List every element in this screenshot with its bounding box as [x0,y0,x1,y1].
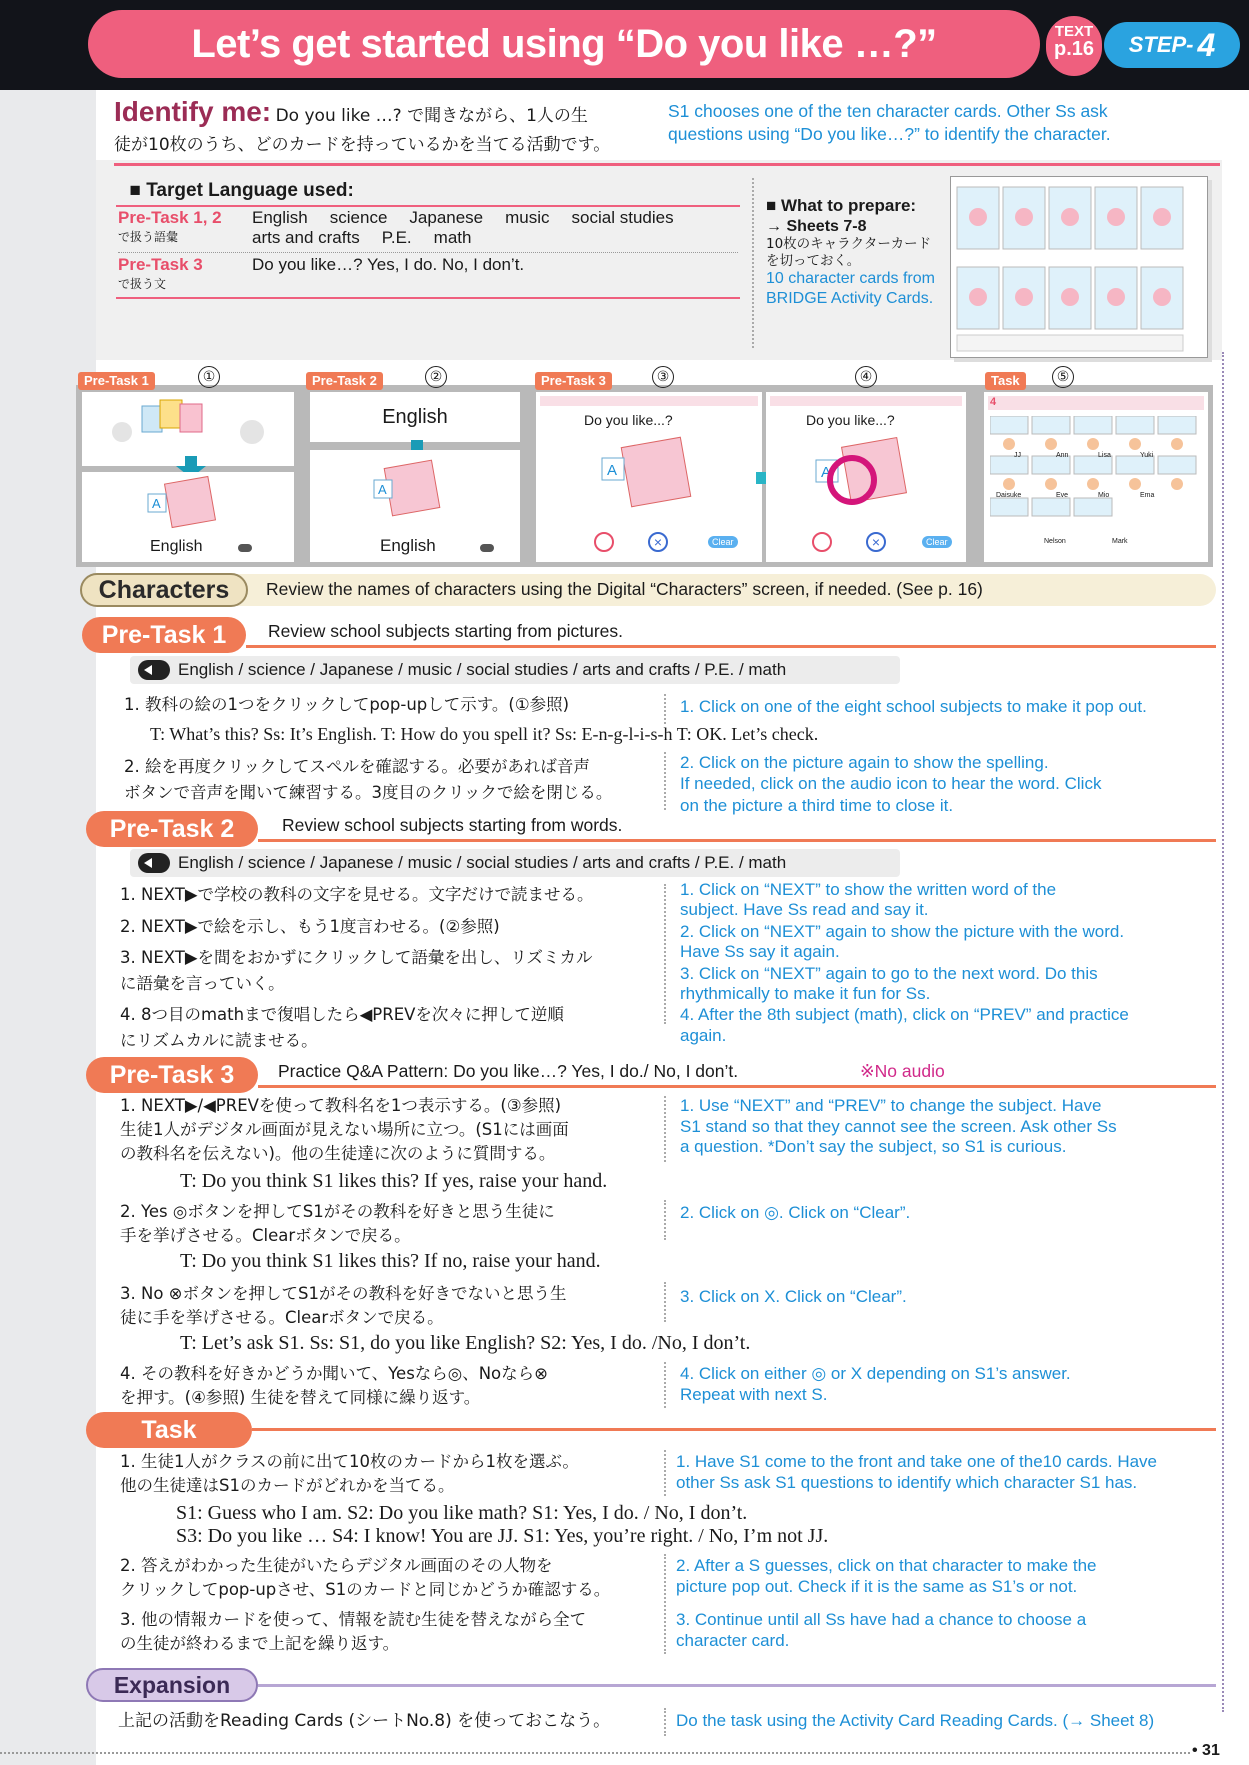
pretask2-en1-line2: subject. Have Ss read and say it. [680,900,929,920]
panel-number: ② [425,366,447,388]
footer-rule [0,1752,1190,1754]
panel3-screen [536,392,762,562]
task-jp3 [120,1608,660,1656]
pretask1-en2-line1: 2. Click on the picture again to show the spelling. [680,753,1049,772]
characters-label: Characters [98,575,230,604]
pretask2-audio-text: English / science / Japanese / music / social studies / arts and crafts / P.E. / math [178,853,787,872]
divider-dashed [664,1554,666,1654]
panel2-top [310,392,520,442]
prepare-jp2: を切っておく。 [766,252,861,269]
pretask3-rule [258,1085,1216,1088]
characters-pill [80,573,248,607]
page-number: • 31 [1192,1742,1220,1759]
pretask3-pill [86,1057,258,1093]
divider-dashed [664,752,666,810]
pretask3-en1-line2: S1 stand so that they cannot see the screen. Ask other Ss [680,1116,1117,1136]
no-button-icon: × [648,532,668,552]
panel1-bottom [82,472,294,562]
yes-button-icon [812,532,832,552]
identify-intro-en [668,100,1208,146]
clear-button: Clear [922,536,952,548]
pretask3-jp2-line2: 手を挙げさせる。Clearボタンで戻る。 [120,1225,411,1245]
pretask2-en4-line1: 4. After the 8th subject (math), click on “PREV” and practice [680,1005,1129,1025]
divider-dashed [664,1450,666,1496]
task-en2-line2: picture pop out. Check if it is the same as S1’s or not. [676,1576,1078,1596]
target-language-heading [118,180,354,202]
character-name: Nelson [1044,538,1066,545]
target-language-table [118,208,738,292]
task-en1-line1: 1. Have S1 come to the front and take one of the10 cards. Have [676,1452,1158,1471]
panel2-word-bottom: English [380,536,436,555]
pretask2-rule [258,839,1216,842]
task-label: Task [141,1415,197,1444]
divider-dashed [664,1282,666,1322]
pretask3-jp1-line1: 1. NEXT▶/◀PREVを使って教科名を1つ表示する。(③参照) [120,1096,562,1115]
pretask2-jp4-line1: 4. 8つ目のmathまで復唱したら◀PREVを次々に押して逆順 [120,1005,564,1025]
divider-dashed [664,1200,666,1240]
prepare-box [766,196,946,308]
no-button-icon: × [866,532,886,552]
pretask3-dialog1: T: Do you think S1 likes this? If yes, raise your hand. [180,1170,608,1192]
pretask3-jp4-line2: を押す。(④参照) 生徒を替えて同様に繰り返す。 [120,1387,481,1407]
audio-icon [480,544,494,552]
text-badge-page: p.16 [1053,38,1095,60]
character-name: Yuki [1140,452,1154,459]
identify-intro-jp [114,96,654,155]
pretask2-en2-line1: 2. Click on “NEXT” again to show the picture with the word. [680,921,1125,941]
panel3-question: Do you like...? [584,412,673,428]
svg-text:A: A [378,482,387,497]
task-en3 [676,1610,1086,1651]
tl-row2-label: Pre-Task 3 [118,255,203,274]
pretask2-en [680,880,1220,1046]
pretask3-jp3 [120,1282,660,1330]
panel-tag-task: Task [985,372,1026,390]
pretask3-en1-line3: a question. *Don’t say the subject, so S1 is curious. [680,1137,1067,1157]
pretask2-jp4-line2: にリズムカルに読ませる。 [120,1030,318,1050]
character-grid-icon [990,416,1202,536]
pretask3-en4-line1: 4. Click on either ◎ or X depending on S1’s answer. [680,1364,1071,1383]
divider-dashed [752,178,754,348]
prepare-en2: BRIDGE Activity Cards. [766,289,934,307]
tl-vocab: Japanese [409,208,484,227]
panel-tag-pretask3: Pre-Task 3 [535,372,612,390]
pretask2-desc: Review school subjects starting from words. [282,815,623,835]
pretask3-desc: Practice Q&A Pattern: Do you like…? Yes, I do./ No, I don’t. [278,1061,739,1081]
page-title: Let’s get started using “Do you like …?” [191,21,937,66]
prepare-heading: ■ What to prepare: [766,196,917,215]
task-jp2-line1: 2. 答えがわかった生徒がいたらデジタル画面のその人物を [120,1556,553,1575]
character-name: Lisa [1098,452,1111,459]
identify-title: Identify me: [114,96,272,127]
english-book-icon [576,436,716,516]
divider-dashed [664,1096,666,1162]
tl-sentences: Do you like…? Yes, I do. No, I don’t. [252,255,525,274]
pretask3-en1-line1: 1. Use “NEXT” and “PREV” to change the subject. Have [680,1096,1102,1115]
tl-vocab: science [329,208,388,227]
tl-row2-sub: で扱う文 [118,277,167,291]
pretask2-en1-line1: 1. Click on “NEXT” to show the written word of the [680,880,1057,899]
page-title-banner [88,10,1040,78]
target-language-heading-text: ■ Target Language used: [113,180,353,201]
pretask1-label: Pre-Task 1 [101,620,227,649]
pretask2-audio-bar [130,849,900,877]
tl-bottom-rule [116,297,740,299]
pretask3-jp3-line2: 徒に手を挙げさせる。Clearボタンで戻る。 [120,1307,444,1327]
pretask2-jp1: 1. NEXT▶で学校の教科の文字を見せる。文字だけで読ませる。 [120,885,594,904]
identify-jp-line1: Do you like …? で聞きながら、1人の生 [275,106,588,126]
pretask2-jp2: 2. NEXT▶で絵を示し、もう1度言わせる。(②参照) [120,916,500,936]
identify-jp-line2: 徒が10枚のうち、どのカードを持っているかを当てる活動です。 [114,135,611,155]
text-page-badge [1046,16,1102,76]
svg-text:A: A [607,462,618,479]
panel2-bottom [310,450,520,562]
pretask2-jp [120,882,660,1053]
identify-en-line2: questions using “Do you like…?” to identify the character. [668,123,1111,144]
pretask3-jp3-line1: 3. No ⊗ボタンを押してS1がその教科を好きでないと思う生 [120,1284,567,1303]
speaker-icon [138,853,170,873]
pretask3-en3: 3. Click on X. Click on “Clear”. [680,1287,907,1306]
task-pill [86,1412,252,1448]
panel1-top [82,392,294,466]
character-name: Eve [1056,492,1069,499]
speaker-icon [138,660,170,680]
pretask1-en2-line2: If needed, click on the audio icon to hear the word. Click [680,774,1102,794]
svg-text:A: A [152,496,161,511]
pretask2-en3-line2: rhythmically to make it fun for Ss. [680,983,931,1003]
pretask1-desc: Review school subjects starting from pictures. [268,621,623,641]
task-jp2 [120,1554,660,1602]
pretask1-jp2-line1: 2. 絵を再度クリックしてスペルを確認する。必要があれば音声 [124,757,590,776]
task-rule [252,1428,1216,1431]
tl-row1-sub: で扱う語彙 [118,230,179,244]
pretask3-jp1 [120,1094,660,1166]
pretask2-pill [86,811,258,847]
character-name: JJ [1014,452,1021,459]
task-jp1-line1: 1. 生徒1人がクラスの前に出て10枚のカードから1枚を選ぶ。 [120,1452,579,1471]
pretask2-label: Pre-Task 2 [109,814,235,843]
prepare-sheets: → Sheets 7-8 [766,217,867,235]
task-en1-line2: other Ss ask S1 questions to identify which character S1 has. [676,1472,1138,1492]
divider-dashed [664,694,666,724]
subject-pictures-icon [82,392,294,466]
english-book-icon [82,472,294,532]
step-number: 4 [1197,26,1216,63]
task-en3-line1: 3. Continue until all Ss have had a chance to choose a [676,1610,1087,1629]
pretask1-en2-line3: on the picture a third time to close it. [680,795,954,815]
tl-row1-label: Pre-Task 1, 2 [118,208,222,227]
character-name: Daisuke [996,492,1022,499]
no-audio-note: ※No audio [860,1061,945,1081]
left-margin-strip [0,90,96,1765]
expansion-pill [86,1668,258,1702]
divider-dashed [664,1708,666,1736]
pretask3-en1 [680,1096,1220,1158]
task-screen-number: 4 [990,396,997,408]
step-label: STEP- [1128,32,1194,57]
task-dialog2: S3: Do you like … S4: I know! You are JJ. S1: Yes, you’re right. / No, I’m not JJ. [176,1525,829,1547]
pretask3-jp2-line1: 2. Yes ◎ボタンを押してS1がその教科を好きと思う生徒に [120,1202,555,1221]
panel-number: ⑤ [1052,366,1074,388]
svg-text:A: A [821,464,832,481]
prepare-en1: 10 character cards from [766,270,935,288]
identify-en-line1: S1 chooses one of the ten character cards. Other Ss ask [668,101,1108,121]
task-en2 [676,1556,1097,1597]
english-book-yes-icon [796,436,936,516]
english-book-icon [310,450,520,530]
pretask3-dialog3: T: Let’s ask S1. Ss: S1, do you like English? S2: Yes, I do. /No, I don’t. [180,1332,751,1354]
pretask1-rule [246,645,1216,648]
tl-top-rule [116,205,740,207]
task-screen [984,392,1208,562]
panel4-screen [766,392,966,562]
expansion-label: Expansion [113,1671,231,1698]
tl-vocab: P.E. [381,228,412,247]
characters-text: Review the names of characters using the Digital “Characters” screen, if needed. (See p. 16) [266,579,983,599]
divider-dashed [664,1362,666,1408]
pretask3-jp4-line1: 4. その教科を好きかどうか聞いて、Yesなら◎、Noなら⊗ [120,1364,548,1383]
panel-tag-pretask2: Pre-Task 2 [306,372,383,390]
pretask2-en4-line2: again. [680,1025,727,1045]
panel-tag-pretask1: Pre-Task 1 [78,372,155,390]
pretask1-jp1: 1. 教科の絵の1つをクリックしてpop-upして示す。(①参照) [124,695,570,714]
audio-icon [238,544,252,552]
pretask2-en3-line1: 3. Click on “NEXT” again to go to the next word. Do this [680,963,1098,983]
character-name: Ema [1140,492,1155,499]
pretask3-jp2 [120,1200,660,1248]
panel4-question: Do you like...? [806,412,895,428]
expansion-en: Do the task using the Activity Card Reading Cards. (→ Sheet 8) [676,1711,1155,1730]
tl-vocab: arts and crafts [252,228,360,247]
screen-nav-bar [988,396,1204,410]
task-jp1 [120,1450,660,1498]
task-en1 [676,1452,1157,1493]
pretask2-jp3-line2: に語彙を言っていく。 [120,973,285,993]
step-badge [1104,22,1240,68]
character-name: Mark [1112,538,1128,545]
task-en2-line1: 2. After a S guesses, click on that character to make the [676,1556,1097,1575]
panel1-word: English [150,538,203,555]
pretask3-jp4 [120,1362,660,1410]
prepare-jp1: 10枚のキャラクターカード [766,236,932,253]
clear-button: Clear [708,536,738,548]
panel-number: ③ [652,366,674,388]
pretask3-en4 [680,1364,1071,1405]
side-dotted-connector [1222,352,1224,1712]
panel-number: ① [198,366,220,388]
task-dialog1: S1: Guess who I am. S2: Do you like math? S1: Yes, I do. / No, I don’t. [176,1502,748,1524]
tl-vocab: math [433,228,472,247]
tl-vocab: social studies [571,208,674,227]
text-badge-label: TEXT [1054,23,1094,40]
card-sheet-illustration [951,177,1207,357]
character-card-sheet [950,176,1208,358]
task-jp1-line2: 他の生徒達はS1のカードがどれかを当てる。 [120,1475,455,1495]
task-jp3-line2: の生徒が終わるまで上記を繰り返す。 [120,1633,400,1653]
pretask1-dialog: T: What’s this? Ss: It’s English. T: How do you spell it? Ss: E-n-g-l-i-s-h T: OK. Let’s check. [150,724,819,744]
pretask3-label: Pre-Task 3 [109,1060,235,1089]
pretask1-audio-bar [130,656,900,684]
pretask3-en4-line2: Repeat with next S. [680,1384,828,1404]
panel-number: ④ [855,366,877,388]
pretask3-jp1-line2: 生徒1人がデジタル画面が見えない場所に立つ。(S1には画面 [120,1119,569,1139]
divider-dashed [664,884,666,1024]
pretask3-dialog2: T: Do you think S1 likes this? If no, raise your hand. [180,1250,601,1272]
pretask1-jp2 [124,754,664,807]
yes-button-icon [594,532,614,552]
task-jp2-line2: クリックしてpop-upさせ、S1のカードと同じかどうか確認する。 [120,1579,611,1599]
screen-nav-bar [540,396,758,406]
screen-nav-bar [770,396,962,406]
task-dialog [176,1502,828,1548]
panel2-word-top: English [382,405,448,428]
tl-vocab: music [505,208,550,227]
pretask2-en2-line2: Have Ss say it again. [680,942,840,962]
task-en3-line2: character card. [676,1630,790,1650]
character-name: Ann [1056,452,1069,459]
pretask3-en2: 2. Click on ◎. Click on “Clear”. [680,1203,911,1222]
intro-divider [114,163,1220,166]
character-name: Mio [1098,492,1110,499]
pretask1-en2 [680,752,1220,816]
expansion-jp: 上記の活動をReading Cards (シートNo.8) を使っておこなう。 [118,1711,611,1731]
pretask1-audio-text: English / science / Japanese / music / social studies / arts and crafts / P.E. / math [178,660,787,679]
task-jp3-line1: 3. 他の情報カードを使って、情報を読む生徒を替えながら全て [120,1610,587,1629]
pretask1-pill [82,617,246,653]
pretask1-en1: 1. Click on one of the eight school subjects to make it pop out. [680,697,1147,716]
pretask2-jp3-line1: 3. NEXT▶を間をおかずにクリックして語彙を出し、リズミカル [120,948,593,968]
pretask3-jp1-line3: の教科名を伝えない)。他の生徒達に次のように質問する。 [120,1143,556,1163]
tl-vocab: English [252,208,308,227]
expansion-rule [258,1684,1216,1687]
pretask1-jp2-line2: ボタンで音声を聞いて練習する。3度目のクリックで絵を閉じる。 [124,783,613,803]
